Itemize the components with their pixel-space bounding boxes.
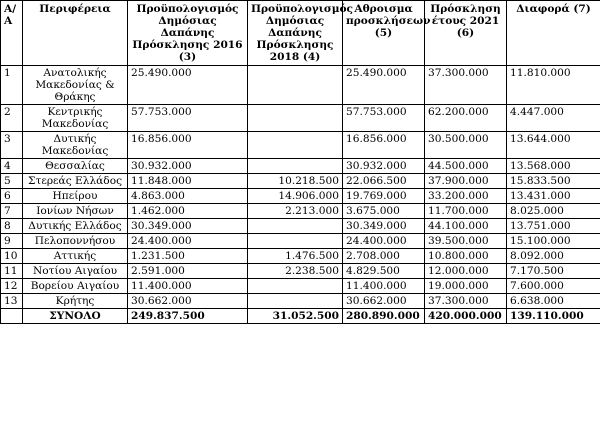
cell-call-2021: 12.000.000 [425, 264, 507, 279]
cell-diff: 13.431.000 [507, 189, 600, 204]
cell-budget-2016: 30.662.000 [128, 294, 248, 309]
cell-call-2021: 62.200.000 [425, 105, 507, 132]
cell-budget-2016: 30.932.000 [128, 159, 248, 174]
cell-region: Δυτικής Μακεδονίας [23, 132, 128, 159]
cell-budget-2016: 1.231.500 [128, 249, 248, 264]
cell-budget-2018: 2.238.500 [248, 264, 343, 279]
cell-budget-2018 [248, 219, 343, 234]
cell-aa: 12 [1, 279, 23, 294]
total-cell-diff: 139.110.000 [507, 309, 600, 324]
cell-region: Νοτίου Αιγαίου [23, 264, 128, 279]
cell-budget-2018 [248, 105, 343, 132]
cell-call-2021: 11.700.000 [425, 204, 507, 219]
table-row [1, 234, 600, 249]
cell-diff: 13.751.000 [507, 219, 600, 234]
cell-budget-2016: 25.490.000 [128, 66, 248, 105]
cell-call-2021: 37.900.000 [425, 174, 507, 189]
table-body [1, 66, 600, 324]
cell-budget-2018 [248, 132, 343, 159]
cell-call-2021: 33.200.000 [425, 189, 507, 204]
table-row [1, 66, 600, 105]
cell-region: Στερεάς Ελλάδος [23, 174, 128, 189]
cell-region: Θεσσαλίας [23, 159, 128, 174]
table-row [1, 174, 600, 189]
table-row [1, 219, 600, 234]
cell-region: Κεντρικής Μακεδονίας [23, 105, 128, 132]
cell-sum: 30.662.000 [343, 294, 425, 309]
cell-call-2021: 44.500.000 [425, 159, 507, 174]
table-row [1, 279, 600, 294]
cell-budget-2018 [248, 66, 343, 105]
cell-budget-2016: 4.863.000 [128, 189, 248, 204]
cell-call-2021: 10.800.000 [425, 249, 507, 264]
cell-budget-2018: 14.906.000 [248, 189, 343, 204]
cell-aa: 2 [1, 105, 23, 132]
cell-budget-2018 [248, 159, 343, 174]
table-row [1, 105, 600, 132]
total-cell-aa [1, 309, 23, 324]
cell-call-2021: 30.500.000 [425, 132, 507, 159]
cell-region: Ηπείρου [23, 189, 128, 204]
cell-call-2021: 37.300.000 [425, 66, 507, 105]
cell-aa: 4 [1, 159, 23, 174]
cell-budget-2016: 11.400.000 [128, 279, 248, 294]
cell-sum: 3.675.000 [343, 204, 425, 219]
cell-budget-2016: 24.400.000 [128, 234, 248, 249]
cell-aa: 3 [1, 132, 23, 159]
cell-diff: 8.025.000 [507, 204, 600, 219]
cell-sum: 30.349.000 [343, 219, 425, 234]
total-cell-call-2021: 420.000.000 [425, 309, 507, 324]
cell-budget-2016: 2.591.000 [128, 264, 248, 279]
cell-sum: 30.932.000 [343, 159, 425, 174]
cell-aa: 5 [1, 174, 23, 189]
cell-aa: 10 [1, 249, 23, 264]
cell-aa: 9 [1, 234, 23, 249]
header-region: Περιφέρεια [23, 1, 128, 66]
table-row [1, 294, 600, 309]
cell-budget-2018 [248, 234, 343, 249]
cell-aa: 13 [1, 294, 23, 309]
total-cell-budget-2016: 249.837.500 [128, 309, 248, 324]
cell-call-2021: 37.300.000 [425, 294, 507, 309]
cell-diff: 7.170.500 [507, 264, 600, 279]
cell-region: Κρήτης [23, 294, 128, 309]
table-row [1, 189, 600, 204]
table-row [1, 159, 600, 174]
table-row [1, 132, 600, 159]
cell-region: Δυτικής Ελλάδος [23, 219, 128, 234]
cell-diff: 4.447.000 [507, 105, 600, 132]
cell-diff: 13.644.000 [507, 132, 600, 159]
cell-region: Πελοποννήσου [23, 234, 128, 249]
cell-sum: 19.769.000 [343, 189, 425, 204]
cell-aa: 11 [1, 264, 23, 279]
cell-call-2021: 39.500.000 [425, 234, 507, 249]
cell-diff: 13.568.000 [507, 159, 600, 174]
cell-sum: 57.753.000 [343, 105, 425, 132]
cell-call-2021: 44.100.000 [425, 219, 507, 234]
cell-diff: 8.092.000 [507, 249, 600, 264]
cell-region: Ανατολικής Μακεδονίας & Θράκης [23, 66, 128, 105]
header-aa: Α/Α [1, 1, 23, 66]
header-sum: Αθροισμα προσκλήσεων (5) [343, 1, 425, 66]
cell-aa: 6 [1, 189, 23, 204]
cell-sum: 22.066.500 [343, 174, 425, 189]
cell-diff: 15.100.000 [507, 234, 600, 249]
cell-budget-2018: 10.218.500 [248, 174, 343, 189]
cell-budget-2018: 1.476.500 [248, 249, 343, 264]
cell-budget-2016: 11.848.000 [128, 174, 248, 189]
cell-sum: 25.490.000 [343, 66, 425, 105]
header-budget-2018: Προϋπολογισμός Δημόσιας Δαπάνης Πρόσκλησης 2018 (4) [248, 1, 343, 66]
cell-region: Βορείου Αιγαίου [23, 279, 128, 294]
cell-budget-2018 [248, 279, 343, 294]
cell-region: Αττικής [23, 249, 128, 264]
table-row [1, 264, 600, 279]
total-cell-sum: 280.890.000 [343, 309, 425, 324]
cell-sum: 4.829.500 [343, 264, 425, 279]
cell-budget-2016: 57.753.000 [128, 105, 248, 132]
cell-sum: 11.400.000 [343, 279, 425, 294]
header-diff: Διαφορά (7) [507, 1, 600, 66]
cell-diff: 15.833.500 [507, 174, 600, 189]
cell-budget-2018 [248, 294, 343, 309]
cell-diff: 7.600.000 [507, 279, 600, 294]
total-cell-budget-2018: 31.052.500 [248, 309, 343, 324]
header-budget-2016: Προϋπολογισμός Δημόσιας Δαπάνης Πρόσκλησης 2016 (3) [128, 1, 248, 66]
header-call-2021: Πρόσκληση έτους 2021 (6) [425, 1, 507, 66]
header-row [1, 1, 600, 66]
table-row [1, 249, 600, 264]
cell-diff: 6.638.000 [507, 294, 600, 309]
table-row [1, 204, 600, 219]
cell-budget-2018: 2.213.000 [248, 204, 343, 219]
cell-sum: 2.708.000 [343, 249, 425, 264]
cell-sum: 24.400.000 [343, 234, 425, 249]
cell-region: Ιονίων Νήσων [23, 204, 128, 219]
total-row [1, 309, 600, 324]
cell-call-2021: 19.000.000 [425, 279, 507, 294]
cell-diff: 11.810.000 [507, 66, 600, 105]
cell-aa: 7 [1, 204, 23, 219]
cell-budget-2016: 16.856.000 [128, 132, 248, 159]
cell-aa: 1 [1, 66, 23, 105]
cell-sum: 16.856.000 [343, 132, 425, 159]
total-cell-region: ΣΥΝΟΛΟ [23, 309, 128, 324]
cell-budget-2016: 30.349.000 [128, 219, 248, 234]
cell-aa: 8 [1, 219, 23, 234]
cell-budget-2016: 1.462.000 [128, 204, 248, 219]
